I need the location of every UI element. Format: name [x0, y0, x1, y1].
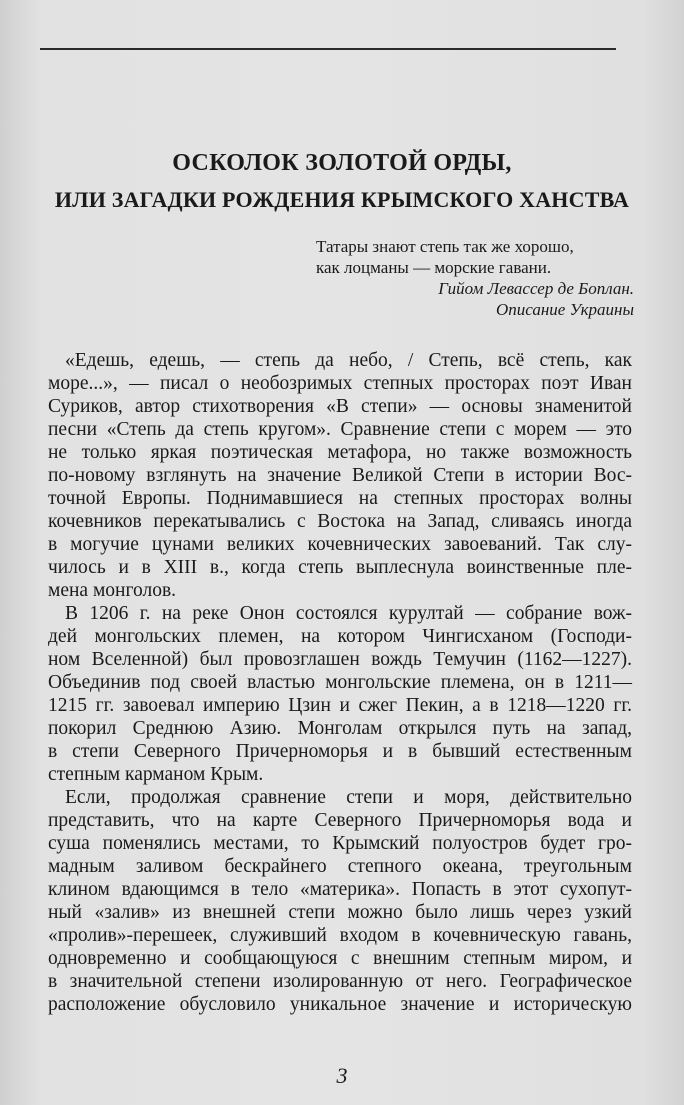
paragraph — [48, 602, 632, 786]
text-line: Суриков, автор стихотворения «В степи» — основы знаменитой — [48, 396, 632, 417]
epigraph-line: как лоцманы — морские гавани. — [316, 258, 552, 277]
text-line: покорил Среднюю Азию. Монголам открылся путь на запад, — [48, 718, 632, 739]
text-line: «Едешь, едешь, — степь да небо, / Степь, всё степь, как — [65, 350, 632, 371]
text-line: дей монгольских племен, на котором Чингисханом (Господи- — [48, 626, 632, 647]
text-line: клином вдающимся в тело «материка». Попасть в этот сухопут- — [48, 879, 632, 900]
text-line: ном Вселенной) был провозглашен вождь Темучин (1162—1227). — [48, 649, 632, 670]
epigraph — [300, 236, 634, 320]
text-line: представить, что на карте Северного Причерноморья вода и — [48, 810, 632, 831]
paragraph — [48, 349, 632, 602]
page-number: 3 — [336, 1063, 348, 1088]
text-line: чилось и в XIII в., когда степь выплеснула воинственные пле- — [48, 557, 632, 578]
text-line: в могучие цунами великих кочевнических завоеваний. Так слу- — [48, 534, 632, 555]
text-line: в значительной степени изолированную от него. Географическое — [48, 971, 632, 992]
text-line: 1215 гг. завоевал империю Цзин и сжег Пекин, а в 1218—1220 гг. — [48, 695, 632, 716]
text-line: по-новому взглянуть на значение Великой Степи в истории Вос- — [48, 465, 632, 486]
epigraph-line: Татары знают степь так же хорошо, — [316, 237, 574, 256]
text-line: ный «залив» из внешней степи можно было лишь через узкий — [48, 902, 632, 923]
epigraph-source: Описание Украины — [495, 300, 634, 319]
text-line: мадным заливом бескрайнего степного океана, треугольным — [48, 856, 632, 877]
chapter-title: ОСКОЛОК ЗОЛОТОЙ ОРДЫ, — [172, 150, 512, 176]
paragraph — [48, 786, 632, 1016]
text-line: степным карманом Крым. — [48, 764, 264, 785]
text-line: суша поменялись местами, то Крымский полуостров будет гро- — [48, 833, 632, 854]
text-line: в степи Северного Причерноморья и в бывший естественным — [48, 741, 632, 762]
text-line: песни «Степь да степь кругом». Сравнение степи с морем — это — [48, 419, 632, 440]
text-line: мена монголов. — [48, 580, 177, 601]
text-line: В 1206 г. на реке Онон состоялся курултай — собрание вож- — [65, 603, 632, 624]
text-line: расположение обусловило уникальное значение и историческую — [48, 994, 632, 1015]
text-line: кочевников перекатывались с Востока на Запад, сливаясь иногда — [48, 511, 632, 532]
text-line: Объединив под своей властью монгольские племена, он в 1211— — [48, 672, 632, 693]
epigraph-author: Гийом Левассер де Боплан. — [438, 279, 634, 298]
text-line: точной Европы. Поднимавшиеся на степных просторах волны — [48, 488, 632, 509]
text-line: море...», — писал о необозримых степных просторах поэт Иван — [48, 373, 632, 394]
text-line: Если, продолжая сравнение степи и моря, действительно — [65, 787, 632, 808]
text-line: не только яркая поэтическая метафора, но также возможность — [48, 442, 632, 463]
header-rule — [40, 48, 616, 50]
text-line: «пролив»-перешеек, служивший входом в кочевническую гавань, — [48, 925, 632, 946]
chapter-subtitle: ИЛИ ЗАГАДКИ РОЖДЕНИЯ КРЫМСКОГО ХАНСТВА — [54, 187, 630, 212]
body-text — [48, 349, 632, 1016]
text-line: одновременно и сообщающуюся с внешним степным миром, и — [48, 948, 632, 969]
